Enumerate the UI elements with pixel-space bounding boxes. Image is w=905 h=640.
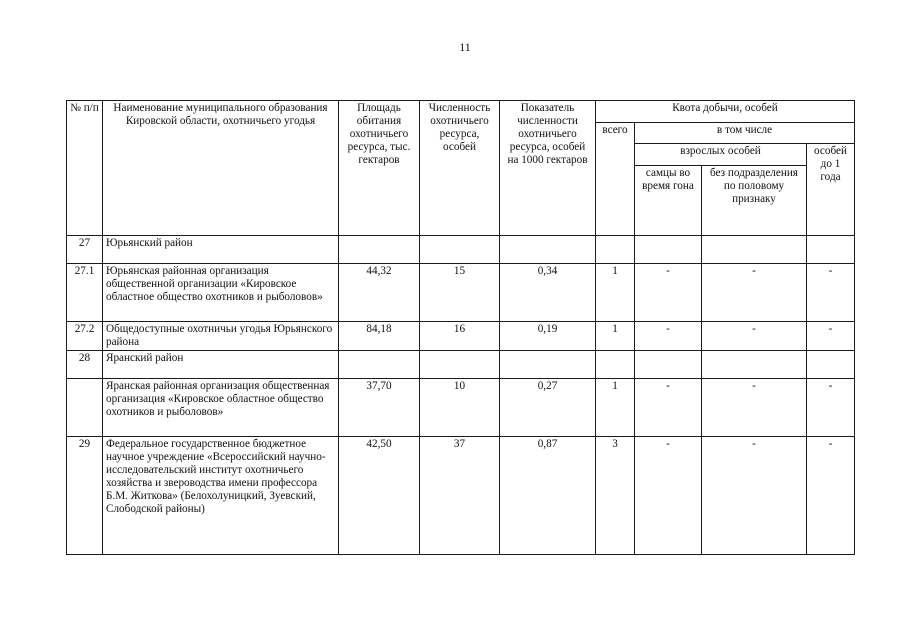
- header-num: № п/п: [67, 101, 103, 236]
- header-area: Площадь обитания охотничьего ресурса, тыс. гектаров: [339, 101, 420, 236]
- table-row: [67, 264, 855, 322]
- row-count: 37: [420, 437, 500, 555]
- hunting-quota-table: [66, 100, 855, 555]
- row-num: 27: [67, 236, 103, 264]
- row-name: Яранская районная организация общественная организация «Кировское областное общество охотников и рыболовов»: [103, 379, 339, 437]
- row-name: Яранский район: [103, 351, 339, 379]
- header-males: самцы во время гона: [635, 166, 702, 236]
- header-total: всего: [596, 123, 635, 236]
- table-row: [67, 322, 855, 351]
- header-count: Численность охотничьего ресурса, особей: [420, 101, 500, 236]
- row-num: [67, 379, 103, 437]
- row-nosex: [702, 351, 807, 379]
- row-area: 44,32: [339, 264, 420, 322]
- row-total: [596, 351, 635, 379]
- header-young: особей до 1 года: [807, 144, 855, 236]
- row-name: Юрьянский район: [103, 236, 339, 264]
- row-total: [596, 236, 635, 264]
- row-males: -: [635, 437, 702, 555]
- row-name: Юрьянская районная организация общественной организации «Кировское областное общество охотников и рыболовов»: [103, 264, 339, 322]
- header-nosex: без подразделения по половому признаку: [702, 166, 807, 236]
- table-row: [67, 379, 855, 437]
- row-num: 27.1: [67, 264, 103, 322]
- row-total: 1: [596, 379, 635, 437]
- header-including: в том числе: [635, 123, 855, 144]
- row-num: 28: [67, 351, 103, 379]
- row-density: [500, 236, 596, 264]
- row-total: 3: [596, 437, 635, 555]
- row-young: -: [807, 322, 855, 351]
- header-quota: Квота добычи, особей: [596, 101, 855, 123]
- row-total: 1: [596, 322, 635, 351]
- row-count: 10: [420, 379, 500, 437]
- row-males: -: [635, 264, 702, 322]
- row-name: Общедоступные охотничьи угодья Юрьянского района: [103, 322, 339, 351]
- row-nosex: -: [702, 437, 807, 555]
- row-num: 27.2: [67, 322, 103, 351]
- row-area: [339, 236, 420, 264]
- table-row: [67, 437, 855, 555]
- header-density: Показатель численности охотничьего ресурса, особей на 1000 гектаров: [500, 101, 596, 236]
- row-males: [635, 351, 702, 379]
- row-count: 15: [420, 264, 500, 322]
- row-density: 0,87: [500, 437, 596, 555]
- page-number: 11: [459, 40, 471, 54]
- row-males: [635, 236, 702, 264]
- header-adults: взрослых особей: [635, 144, 807, 166]
- row-area: 42,50: [339, 437, 420, 555]
- row-area: [339, 351, 420, 379]
- row-count: [420, 351, 500, 379]
- row-num: 29: [67, 437, 103, 555]
- row-nosex: -: [702, 379, 807, 437]
- row-total: 1: [596, 264, 635, 322]
- row-name: Федеральное государственное бюджетное научное учреждение «Всероссийский научно-исследовательский институт охотничьего хозяйства и звероводства имени профессора Б.М. Житкова» (Белохолуницкий, Зуевский, Слободской районы): [103, 437, 339, 555]
- row-young: -: [807, 437, 855, 555]
- row-density: 0,27: [500, 379, 596, 437]
- row-males: -: [635, 379, 702, 437]
- row-nosex: [702, 236, 807, 264]
- row-nosex: -: [702, 322, 807, 351]
- header-name: Наименование муниципального образования Кировской области, охотничьего угодья: [103, 101, 339, 236]
- row-males: -: [635, 322, 702, 351]
- table-row: [67, 351, 855, 379]
- row-young: [807, 236, 855, 264]
- row-area: 37,70: [339, 379, 420, 437]
- row-count: 16: [420, 322, 500, 351]
- row-nosex: -: [702, 264, 807, 322]
- row-young: [807, 351, 855, 379]
- row-area: 84,18: [339, 322, 420, 351]
- row-density: [500, 351, 596, 379]
- row-density: 0,34: [500, 264, 596, 322]
- row-young: -: [807, 264, 855, 322]
- row-count: [420, 236, 500, 264]
- row-young: -: [807, 379, 855, 437]
- table-row: [67, 236, 855, 264]
- header-row-main: [67, 101, 855, 123]
- row-density: 0,19: [500, 322, 596, 351]
